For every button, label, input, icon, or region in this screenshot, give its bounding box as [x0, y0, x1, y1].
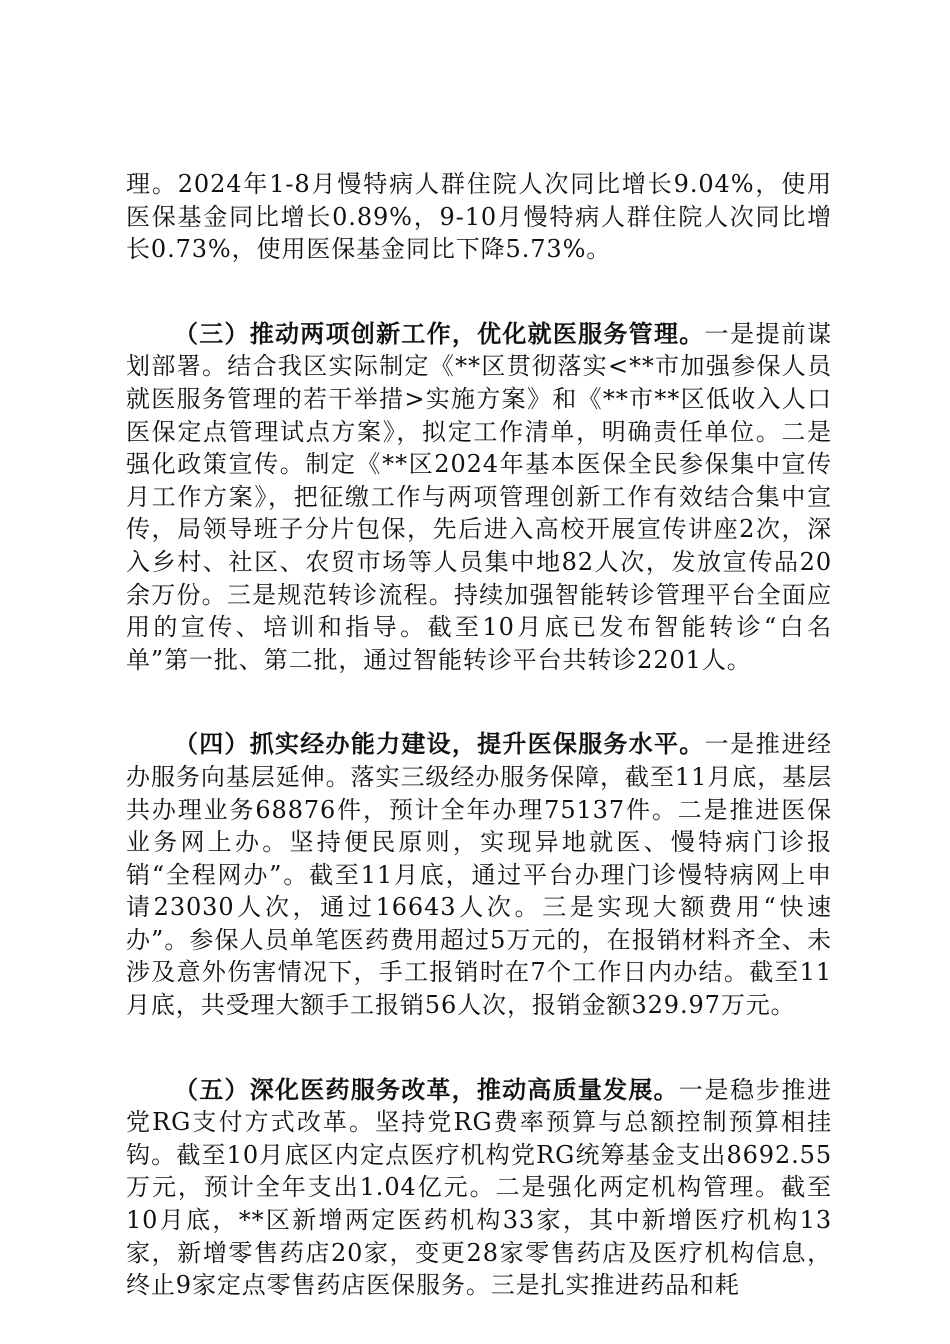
paragraph-text: 理。2024年1-8月慢特病人群住院人次同比增长9.04%，使用医保基金同比增长0.89%，9-10月慢特病人群住院人次同比增长0.73%，使用医保基金同比下降5.73%。: [126, 170, 832, 264]
paragraph-spacer: [126, 266, 832, 318]
section-four-text: 一是推进经办服务向基层延伸。落实三级经办服务保障，截至11月底，基层共办理业务68876件，预计全年办理75137件。二是推进医保业务网上办。坚持便民原则，实现异地就医、慢特病门诊报销“全程网办”。截至11月底，通过平台办理门诊慢特病网上申请23030人次，通过16643人次。三是实现大额费用“快速办”。参保人员单笔医药费用超过5万元的，在报销材料齐全、未涉及意外伤害情况下，手工报销时在7个工作日内办结。截至11月底，共受理大额手工报销56人次，报销金额329.97万元。: [126, 730, 833, 1020]
section-five-heading: （五）深化医药服务改革，推动高质量发展。: [174, 1075, 679, 1104]
section-five-text: 一是稳步推进党RG支付方式改革。坚持党RG费率预算与总额控制预算相挂钩。截至10月底区内定点医疗机构党RG统筹基金支出8692.55万元，预计全年支出1.04亿元。二是强化两定机构管理。截至10月底，**区新增两定医药机构33家，其中新增医疗机构13家，新增零售药店20家，变更28家零售药店及医疗机构信息，终止9家定点零售药店医保服务。三是扎实推进药品和耗: [126, 1075, 832, 1300]
section-three: [126, 318, 832, 677]
section-three-heading: （三）推动两项创新工作，优化就医服务管理。: [174, 319, 705, 348]
section-three-text: 一是提前谋划部署。结合我区实际制定《**区贯彻落实<**市加强参保人员就医服务管理的若干举措>实施方案》和《**市**区低收入人口医保定点管理试点方案》，拟定工作清单，明确责任单位。二是强化政策宣传。制定《**区2024年基本医保全民参保集中宣传月工作方案》，把征缴工作与两项管理创新工作有效结合集中宣传，局领导班子分片包保，先后进入高校开展宣传讲座2次，深入乡村、社区、农贸市场等人员集中地82人次，发放宣传品20余万份。三是规范转诊流程。持续加强智能转诊管理平台全面应用的宣传、培训和指导。截至10月底已发布智能转诊“白名单”第一批、第二批，通过智能转诊平台共转诊2201人。: [126, 319, 833, 674]
document-body: [126, 168, 832, 1302]
paragraph-continuation: [126, 168, 832, 266]
section-five: [126, 1074, 832, 1302]
section-four-heading: （四）抓实经办能力建设，提升医保服务水平。: [174, 730, 705, 759]
paragraph-spacer: [126, 1022, 832, 1074]
paragraph-spacer: [126, 676, 832, 728]
section-four: [126, 728, 832, 1021]
